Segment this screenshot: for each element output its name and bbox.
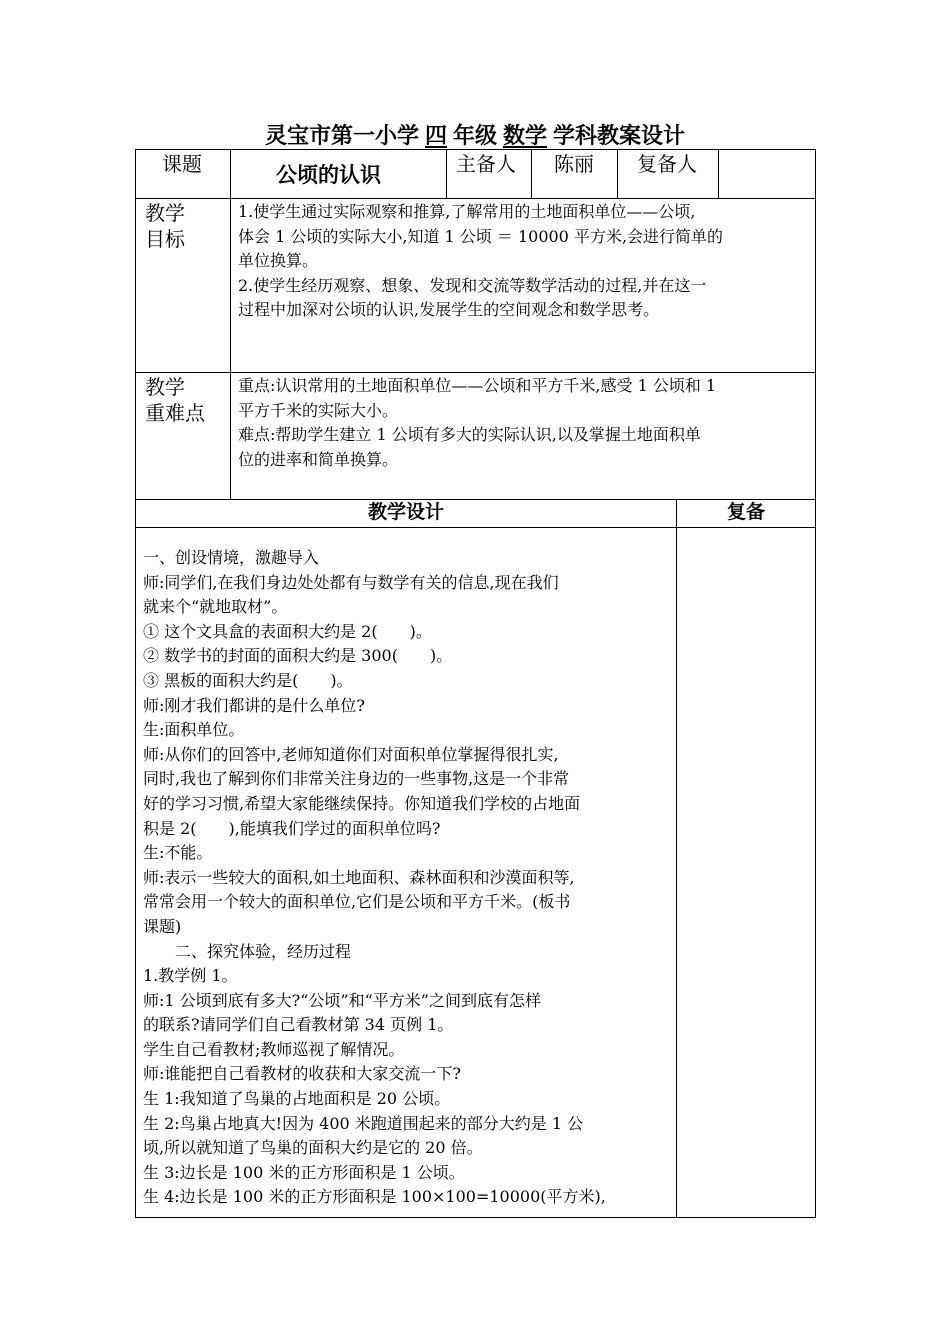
design-line: 师:刚才我们都讲的是什么单位? (143, 695, 365, 715)
key-points-text (238, 374, 812, 472)
objectives-line: 1.使学生通过实际观察和推算,了解常用的土地面积单位——公顷, (238, 202, 696, 221)
design-heading: 教学设计 (367, 501, 444, 523)
review-heading: 复备 (726, 501, 765, 523)
design-line: 常常会用一个较大的面积单位,它们是公顷和平方千米。(板书 (143, 892, 571, 912)
objectives-line: 过程中加深对公顷的认识,发展学生的空间观念和数学思考。 (238, 300, 660, 320)
design-line: ① 这个文具盒的表面积大约是 2( )。 (143, 621, 432, 641)
grade-suffix: 年级 (452, 124, 497, 149)
design-line: 生 2:鸟巢占地真大!因为 400 米跑道围起来的部分大约是 1 公 (143, 1113, 584, 1133)
design-line: 师:表示一些较大的面积,如土地面积、森林面积和沙漠面积等, (143, 867, 575, 887)
design-line: 一、创设情境，激趣导入 (143, 548, 320, 567)
design-line: 师:从你们的回答中,老师知道你们对面积单位掌握得很扎实, (143, 744, 559, 764)
design-line: 师:同学们,在我们身边处处都有与数学有关的信息,现在我们 (143, 572, 559, 592)
design-line: 师:1 公顷到底有多大?“公顷”和“平方米”之间到底有怎样 (143, 990, 541, 1010)
design-line: ② 数学书的封面的面积大约是 300( )。 (143, 646, 453, 666)
design-line: 就来个“就地取材”。 (143, 597, 288, 617)
objectives-label (145, 200, 185, 252)
grade-value: 四 (424, 124, 447, 149)
design-line: 生:面积单位。 (143, 720, 245, 740)
objectives-label-line2: 目标 (145, 227, 185, 251)
table-left-border (135, 149, 136, 1218)
key-points-line: 平方千米的实际大小。 (238, 400, 399, 420)
topic-value: 公顷的认识 (276, 163, 381, 187)
design-line: 顷,所以就知道了鸟巢的面积大约是它的 20 倍。 (143, 1138, 483, 1158)
design-line: 二、探究体验，经历过程 (175, 941, 352, 961)
topic-label: 课题 (162, 152, 202, 176)
review-column-divider (676, 499, 677, 1218)
design-line: 课题) (143, 916, 182, 936)
objectives-text (238, 200, 812, 323)
table-top-border (135, 149, 816, 150)
row-divider-info (135, 198, 816, 199)
school-name: 灵宝市第一小学 (264, 124, 419, 149)
objectives-line: 体会 1 公顷的实际大小,知道 1 公顷 ＝ 10000 平方米,会进行简单的 (238, 226, 724, 246)
objectives-label-line1: 教学 (145, 201, 185, 225)
design-line: 学生自己看教材;教师巡视了解情况。 (143, 1039, 405, 1059)
info-divider-1 (446, 149, 447, 199)
main-preparer-value: 陈丽 (554, 152, 594, 176)
design-content (143, 546, 673, 1210)
key-points-label-line1: 教学 (145, 375, 185, 399)
row-divider-design-head (135, 527, 816, 528)
main-preparer-label: 主备人 (456, 152, 516, 176)
objectives-line: 单位换算。 (238, 251, 319, 271)
design-line: 好的学习习惯,希望大家能继续保持。你知道我们学校的占地面 (143, 793, 581, 813)
subject-value: 数学 (503, 124, 548, 149)
page-title (135, 123, 815, 151)
design-line: 生 1:我知道了鸟巢的占地面积是 20 公顷。 (143, 1089, 451, 1109)
design-line: ③ 黑板的面积大约是( )。 (143, 670, 353, 690)
info-divider-2 (531, 149, 532, 199)
info-divider-3 (617, 149, 618, 199)
row-divider-objectives (135, 372, 816, 373)
co-preparer-label: 复备人 (637, 152, 697, 176)
design-line: 生 3:边长是 100 米的正方形面积是 1 公顷。 (143, 1162, 465, 1182)
design-line: 同时,我也了解到你们非常关注身边的一些事物,这是一个非常 (143, 769, 570, 789)
label-column-divider (230, 149, 231, 500)
design-line: 生:不能。 (143, 843, 213, 863)
table-bottom-border (135, 1217, 816, 1218)
table-right-border (815, 149, 816, 1218)
objectives-line: 2.使学生经历观察、想象、发现和交流等数学活动的过程,并在这一 (238, 275, 707, 295)
design-line: 积是 2( ),能填我们学过的面积单位吗? (143, 818, 441, 838)
design-line: 生 4:边长是 100 米的正方形面积是 100×100=10000(平方米), (143, 1187, 606, 1207)
design-line: 1.教学例 1。 (143, 966, 238, 986)
info-divider-4 (718, 149, 719, 199)
design-line: 师:谁能把自己看教材的收获和大家交流一下? (143, 1064, 461, 1084)
key-points-line: 难点:帮助学生建立 1 公顷有多大的实际认识,以及掌握土地面积单 (238, 425, 701, 445)
key-points-line: 位的进率和简单换算。 (238, 449, 399, 469)
key-points-label (145, 374, 205, 426)
key-points-line: 重点:认识常用的土地面积单位——公顷和平方千米,感受 1 公顷和 1 (238, 376, 717, 395)
document-type: 学科教案设计 (553, 124, 686, 149)
key-points-label-line2: 重难点 (145, 401, 205, 425)
design-line: 的联系?请同学们自己看教材第 34 页例 1。 (143, 1015, 454, 1035)
